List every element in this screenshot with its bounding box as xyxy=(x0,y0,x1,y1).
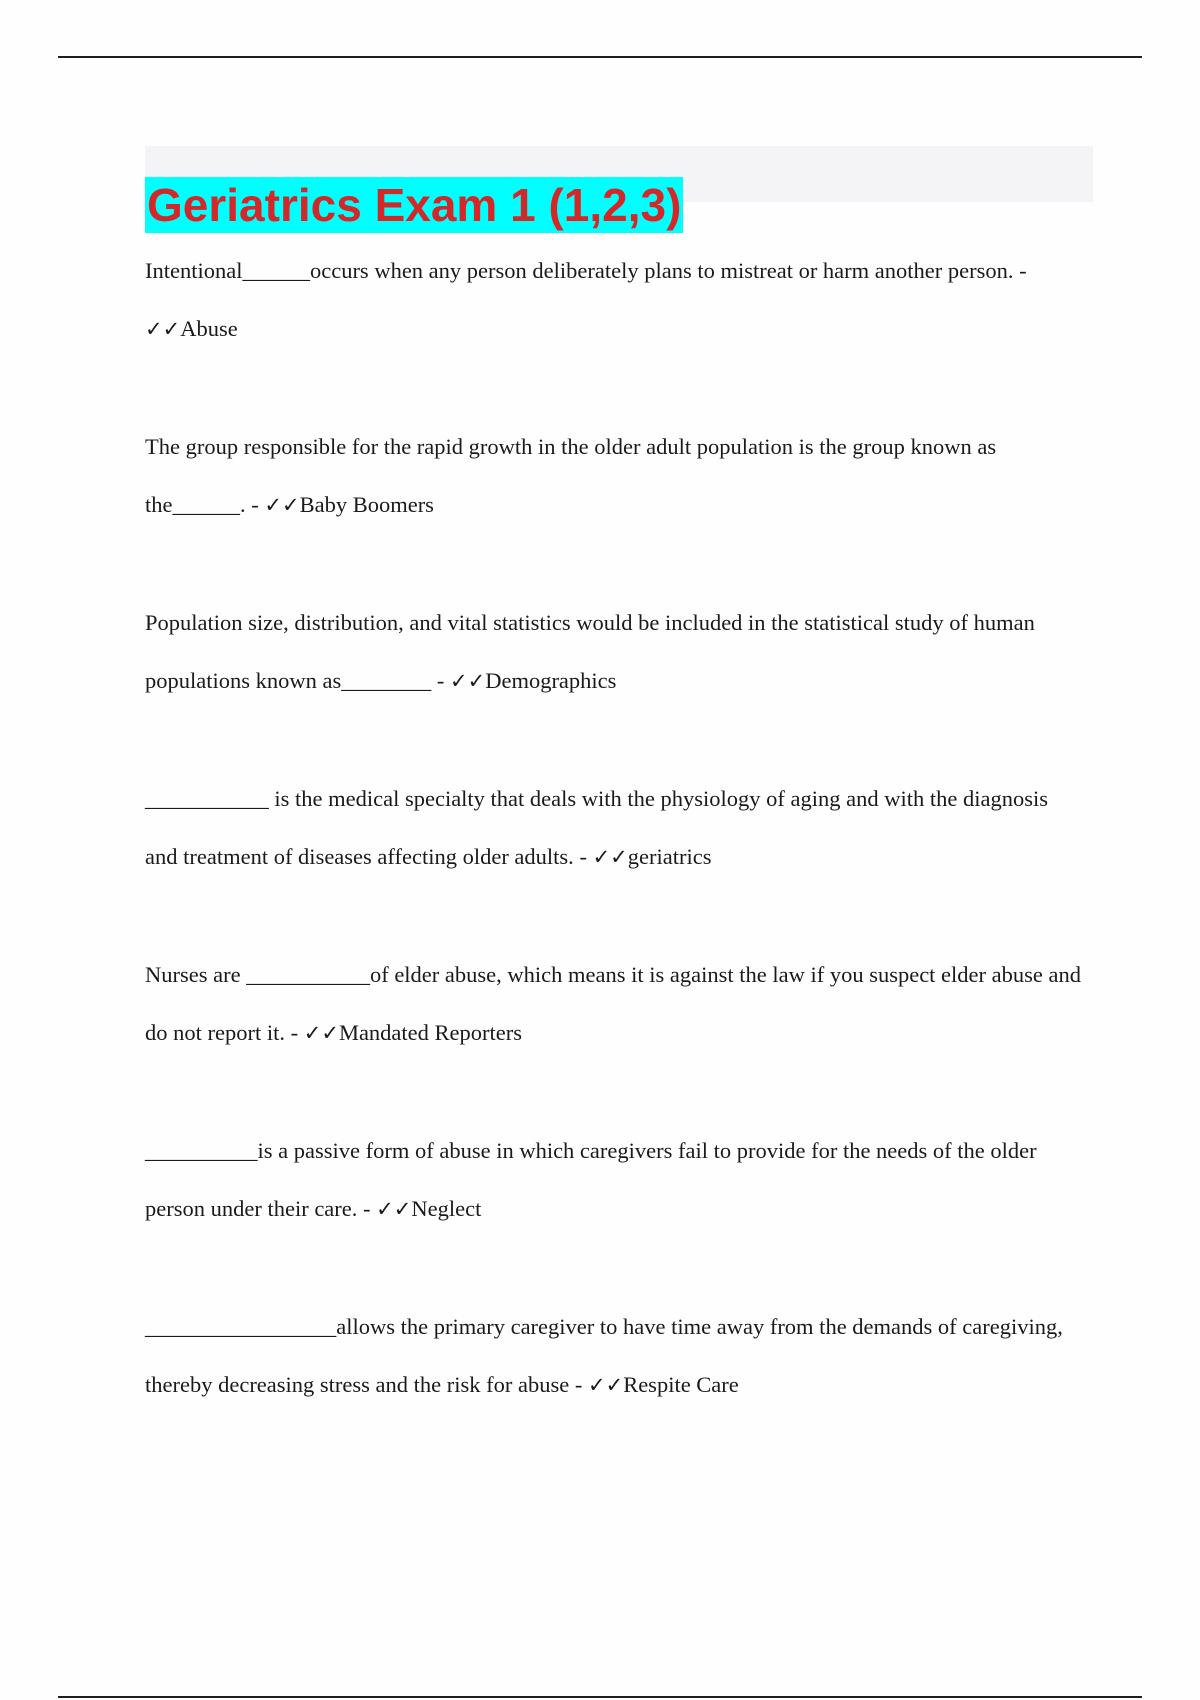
top-rule xyxy=(58,56,1142,58)
check-icon: ✓✓ xyxy=(303,1021,339,1045)
check-icon: ✓✓ xyxy=(376,1197,412,1221)
answer-separator: - xyxy=(569,1372,588,1397)
answer-separator: - xyxy=(1013,258,1027,283)
qa-item xyxy=(145,418,1085,534)
answer-text: Baby Boomers xyxy=(299,492,434,517)
answer-text: Mandated Reporters xyxy=(338,1020,523,1045)
question-text: __________is a passive form of abuse in which caregivers fail to provide for the needs of the older person under their care. xyxy=(145,1138,1037,1221)
document-title: Geriatrics Exam 1 (1,2,3) xyxy=(147,178,682,231)
question-text: Population size, distribution, and vital statistics would be included in the statistical study of human populations known as________ xyxy=(145,610,1035,693)
qa-item xyxy=(145,594,1085,710)
answer-text: Abuse xyxy=(180,316,238,341)
answer-text: Neglect xyxy=(411,1196,482,1221)
check-icon: ✓✓ xyxy=(264,493,300,517)
check-icon: ✓✓ xyxy=(587,1373,624,1397)
check-icon: ✓✓ xyxy=(450,669,486,693)
question-text: Intentional______occurs when any person deliberately plans to mistreat or harm another person. xyxy=(145,258,1014,283)
question-text: ___________ is the medical specialty that deals with the physiology of aging and with the diagnosis and treatment of diseases affecting older adults. xyxy=(145,786,1048,869)
answer-separator: - xyxy=(284,1020,304,1045)
check-icon: ✓✓ xyxy=(145,317,181,341)
answer-text: geriatrics xyxy=(627,844,712,869)
answer-separator: - xyxy=(573,844,593,869)
answer-separator: - xyxy=(245,492,265,517)
qa-item xyxy=(145,242,1085,358)
qa-item xyxy=(145,770,1085,886)
answer-text: Respite Care xyxy=(623,1372,739,1397)
answer-separator: - xyxy=(431,668,450,693)
qa-item xyxy=(145,1122,1085,1238)
question-text: _________________allows the primary caregiver to have time away from the demands of caregiving, thereby decreasing stress and the risk for abuse xyxy=(145,1314,1063,1397)
bottom-rule xyxy=(58,1696,1142,1698)
qa-item xyxy=(145,946,1085,1062)
answer-separator: - xyxy=(357,1196,377,1221)
check-icon: ✓✓ xyxy=(592,845,628,869)
qa-item xyxy=(145,1298,1085,1414)
question-text: The group responsible for the rapid growth in the older adult population is the group known as the______. xyxy=(145,434,997,517)
answer-text: Demographics xyxy=(485,668,617,693)
question-text: Nurses are ___________of elder abuse, which means it is against the law if you suspect elder abuse and do not report it. xyxy=(145,962,1081,1045)
